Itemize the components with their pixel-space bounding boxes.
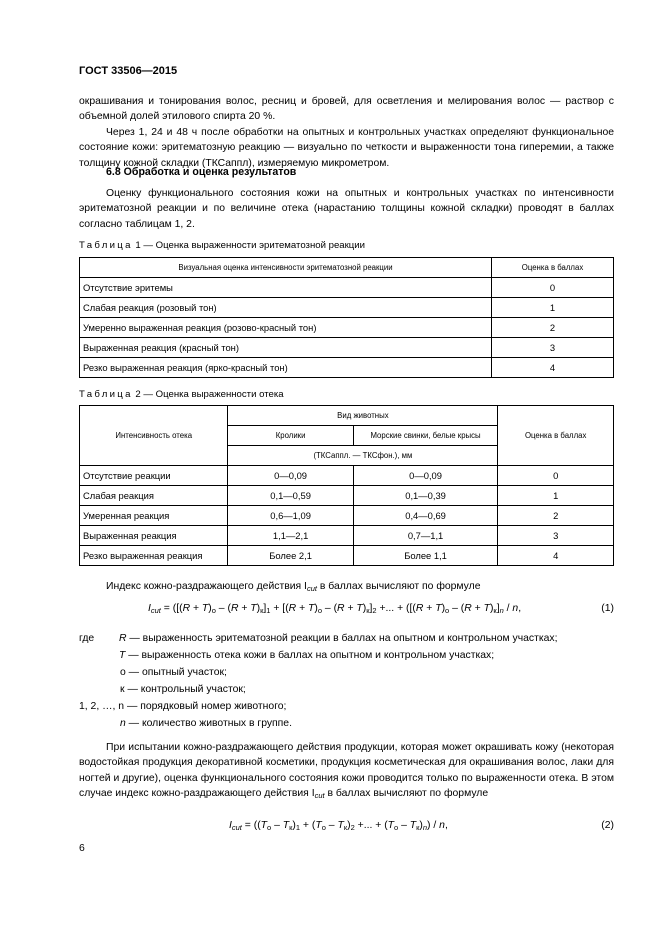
cell: 0,6—1,09 bbox=[228, 506, 353, 526]
table-row bbox=[80, 338, 614, 358]
table-row bbox=[80, 318, 614, 338]
cell: Отсутствие эритемы bbox=[80, 278, 492, 298]
table-row bbox=[80, 358, 614, 378]
cell: Выраженная реакция bbox=[80, 526, 228, 546]
cell: Резко выраженная реакция (ярко-красный тон) bbox=[80, 358, 492, 378]
table-row bbox=[80, 526, 614, 546]
cell: 0—0,09 bbox=[353, 466, 498, 486]
formula-1-number: (1) bbox=[601, 603, 614, 614]
cell: 4 bbox=[498, 546, 614, 566]
table2-header-units: (ТКСаппл. — ТКСфон.), мм bbox=[228, 446, 498, 466]
where-list bbox=[79, 630, 619, 740]
cell: Отсутствие реакции bbox=[80, 466, 228, 486]
cell: 3 bbox=[492, 338, 614, 358]
table-row bbox=[80, 278, 614, 298]
cell: 1 bbox=[498, 486, 614, 506]
cell: Умеренно выраженная реакция (розово-красный тон) bbox=[80, 318, 492, 338]
cell: Слабая реакция bbox=[80, 486, 228, 506]
cell: 0 bbox=[492, 278, 614, 298]
cell: 4 bbox=[492, 358, 614, 378]
cell: 0,4—0,69 bbox=[353, 506, 498, 526]
cell: Умеренная реакция bbox=[80, 506, 228, 526]
paragraph-5: При испытании кожно-раздражающего действия продукции, которая может окрашивать кожу (некоторая водостойкая продукция декоративной косметики, продукция косметическая для окрашивания волос, лаки для ногтей и другие), оценка функционального состояния кожи проводится только по выраженности отека. В этом случае индекс кожно-раздражающего действия $I_{cut}$ в баллах вычисляют по формуле bbox=[79, 742, 614, 801]
cell: 0—0,09 bbox=[228, 466, 353, 486]
table-row bbox=[80, 466, 614, 486]
page-number: 6 bbox=[79, 843, 85, 854]
where-item: к — контрольный участок; bbox=[120, 684, 246, 695]
cell: Резко выраженная реакция bbox=[80, 546, 228, 566]
table2-header-species: Вид животных bbox=[228, 406, 498, 426]
where-item: R — выраженность эритематозной реакции в баллах на опытном и контрольном участках; bbox=[119, 633, 558, 644]
table1-header-score: Оценка в баллах bbox=[492, 258, 614, 278]
cell: 1,1—2,1 bbox=[228, 526, 353, 546]
where-word: где bbox=[79, 633, 95, 644]
table2-header-intensity: Интенсивность отека bbox=[80, 406, 228, 466]
cell: 3 bbox=[498, 526, 614, 546]
cell: 0,7—1,1 bbox=[353, 526, 498, 546]
cell: Более 1,1 bbox=[353, 546, 498, 566]
table-row bbox=[80, 546, 614, 566]
where-item: 1, 2, …, n — порядковый номер животного; bbox=[79, 701, 287, 712]
cell: 0 bbox=[498, 466, 614, 486]
table2-header-score: Оценка в баллах bbox=[498, 406, 614, 466]
where-item: T — выраженность отека кожи в баллах на опытном и контрольном участках; bbox=[119, 650, 495, 661]
table2-header-guinea: Морские свинки, белые крысы bbox=[353, 426, 498, 446]
where-item: о — опытный участок; bbox=[120, 667, 227, 678]
table2-header-rabbits: Кролики bbox=[228, 426, 353, 446]
table-2 bbox=[79, 405, 614, 566]
formula-1: $I_{cut} = ([(R + T)_о - (R + T)_к]_1 + [(R + T)_о - (R + T)_к]_2$ +... + ($[(R + T)_о - (R + T)_к]_n / n$, (1) bbox=[148, 603, 614, 615]
where-item: n — количество животных в группе. bbox=[120, 718, 292, 729]
cell: 2 bbox=[492, 318, 614, 338]
table1-header-visual: Визуальная оценка интенсивности эритематозной реакции bbox=[80, 258, 492, 278]
cell: Слабая реакция (розовый тон) bbox=[80, 298, 492, 318]
cell: Выраженная реакция (красный тон) bbox=[80, 338, 492, 358]
formula-2-number: (2) bbox=[601, 820, 614, 831]
cell: Более 2,1 bbox=[228, 546, 353, 566]
cell: 0,1—0,39 bbox=[353, 486, 498, 506]
cell: 2 bbox=[498, 506, 614, 526]
cell: 0,1—0,59 bbox=[228, 486, 353, 506]
cell: 1 bbox=[492, 298, 614, 318]
section-title: 6.8 Обработка и оценка результатов bbox=[106, 166, 297, 178]
formula-2: $I_{cut} = ((T_о - T_к)_1 + (T_о - T_к)_2$ +... + $(T_о - T_к)_n$) / n, (2) bbox=[229, 820, 614, 832]
table1-caption: Таблица 1 — Оценка выраженности эритематозной реакции bbox=[79, 240, 366, 251]
table-row bbox=[80, 298, 614, 318]
table-row bbox=[80, 486, 614, 506]
table2-caption: Таблица 2 — Оценка выраженности отека bbox=[79, 389, 284, 400]
paragraph-4: Индекс кожно-раздражающего действия $I_{cut}$ в баллах вычисляют по формуле bbox=[106, 581, 481, 593]
paragraph-2: Через 1, 24 и 48 ч после обработки на опытных и контрольных участках определяют функциональное состояние кожи: эритематозную реакцию — визуально по четкости и выраженности тона гиперемии, а также толщину кожной складки (ТКСаппл), измеряемую микрометром. bbox=[79, 127, 614, 169]
table-1 bbox=[79, 257, 614, 378]
paragraph-3: Оценку функционального состояния кожи на опытных и контрольных участках по интенсивности эритематозной реакции и по величине отека (нарастанию толщины кожной складки) проводят в баллах согласно таблицам 1, 2. bbox=[79, 188, 614, 230]
paragraph-1: окрашивания и тонирования волос, ресниц и бровей, для осветления и мелирования волос — раствор с объемной долей этилового спирта 20 %. bbox=[79, 96, 614, 123]
document-header: ГОСТ 33506—2015 bbox=[79, 65, 178, 77]
table-row bbox=[80, 506, 614, 526]
